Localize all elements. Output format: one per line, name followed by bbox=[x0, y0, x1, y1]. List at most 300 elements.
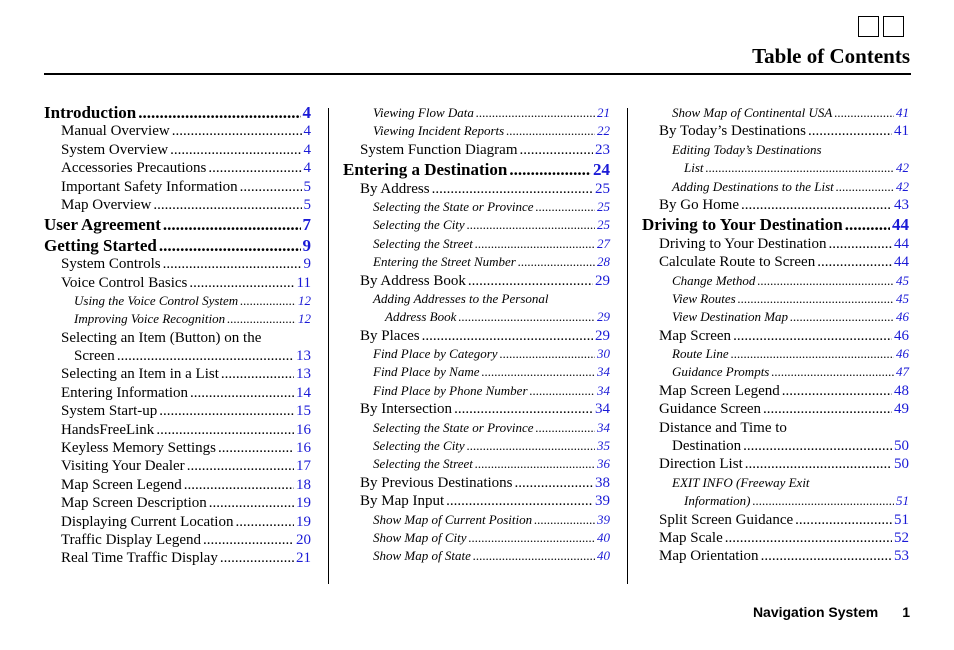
dot-leader bbox=[475, 235, 595, 253]
toc-entry[interactable] bbox=[44, 274, 311, 292]
toc-entry-title: Selecting the City bbox=[373, 438, 465, 454]
toc-entry[interactable] bbox=[44, 549, 311, 567]
toc-entry-page-link[interactable]: 34 bbox=[597, 419, 610, 435]
toc-entry-title: Driving to Your Destination bbox=[659, 235, 827, 252]
toc-entry-title: By Previous Destinations bbox=[360, 474, 513, 491]
toc-entry-page-link[interactable]: 53 bbox=[894, 548, 909, 565]
toc-entry[interactable] bbox=[343, 345, 610, 363]
toc-entry[interactable] bbox=[642, 437, 909, 455]
dot-leader bbox=[221, 365, 294, 383]
toc-entry[interactable] bbox=[343, 547, 610, 565]
toc-entry-title: Traffic Display Legend bbox=[61, 531, 201, 548]
footer-page-number: 1 bbox=[902, 604, 910, 620]
dot-leader bbox=[743, 437, 892, 455]
toc-entry-title: Adding Destinations to the List bbox=[672, 178, 834, 194]
toc-entry-title: Map Overview bbox=[61, 196, 152, 213]
toc-entry-page-link[interactable]: 50 bbox=[894, 438, 909, 455]
toc-entry-page-link[interactable]: 5 bbox=[303, 196, 311, 213]
dot-leader bbox=[763, 400, 892, 418]
toc-entry-title: By Go Home bbox=[659, 196, 739, 213]
toc-entry-page-link[interactable]: 44 bbox=[894, 254, 909, 271]
toc-entry-page-link[interactable]: 29 bbox=[595, 272, 610, 289]
toc-entry-title: Map Scale bbox=[659, 529, 723, 546]
dot-leader bbox=[731, 345, 894, 363]
toc-entry-page-link[interactable]: 4 bbox=[302, 103, 311, 122]
toc-entry-page-link[interactable]: 44 bbox=[892, 215, 909, 235]
toc-entry[interactable] bbox=[642, 178, 909, 196]
toc-entry[interactable] bbox=[642, 253, 909, 271]
toc-entry[interactable] bbox=[44, 216, 311, 234]
dot-leader bbox=[534, 511, 595, 529]
dot-leader bbox=[187, 457, 294, 475]
toc-entry[interactable] bbox=[44, 159, 311, 177]
toc-entry-page-link[interactable]: 34 bbox=[597, 382, 610, 398]
toc-entry[interactable] bbox=[642, 308, 909, 326]
toc-entry-title: Guidance Screen bbox=[659, 401, 762, 418]
dot-leader bbox=[170, 141, 301, 159]
toc-entry-page-link[interactable]: 34 bbox=[597, 364, 610, 380]
toc-entry-title: Split Screen Guidance bbox=[659, 511, 794, 528]
toc-entry[interactable] bbox=[44, 421, 311, 439]
toc-entry-page-link[interactable]: 41 bbox=[896, 105, 909, 120]
toc-entry-page-link[interactable]: 39 bbox=[595, 493, 610, 510]
toc-entry-title: Map Screen Description bbox=[61, 495, 207, 512]
toc-entry-page-link[interactable]: 42 bbox=[896, 178, 909, 194]
toc-entry-page-link[interactable]: 7 bbox=[302, 215, 311, 235]
toc-entry-title: Selecting the State or Province bbox=[373, 419, 534, 435]
toc-entry-page-link[interactable]: 19 bbox=[296, 513, 311, 530]
toc-entry[interactable] bbox=[642, 400, 909, 418]
toc-entry-page-link[interactable]: 34 bbox=[595, 401, 610, 418]
dot-leader bbox=[733, 327, 892, 345]
toc-entry[interactable] bbox=[44, 329, 311, 347]
toc-entry-page-link[interactable]: 47 bbox=[896, 364, 909, 380]
dot-leader bbox=[209, 494, 294, 512]
toc-entry-title: Visiting Your Dealer bbox=[61, 458, 185, 475]
dot-leader bbox=[808, 122, 892, 140]
toc-entry-page-link[interactable]: 51 bbox=[894, 511, 909, 528]
toc-entry-title: View Destination Map bbox=[672, 309, 789, 325]
dot-leader bbox=[500, 345, 595, 363]
toc-entry-title: Improving Voice Recognition bbox=[74, 311, 226, 327]
toc-entry[interactable] bbox=[44, 439, 311, 457]
toc-entry[interactable] bbox=[642, 363, 909, 381]
toc-entry-title: Getting Started bbox=[44, 235, 157, 255]
toc-entry[interactable] bbox=[343, 290, 610, 308]
toc-entry[interactable] bbox=[44, 310, 311, 328]
toc-entry-page-link[interactable]: 12 bbox=[298, 311, 311, 327]
page-footer bbox=[753, 604, 910, 620]
toc-entry-title: Find Place by Category bbox=[373, 346, 498, 362]
toc-entry[interactable] bbox=[642, 419, 909, 437]
toc-entry-page-link[interactable]: 25 bbox=[597, 217, 610, 233]
toc-entry-page-link[interactable]: 16 bbox=[296, 421, 311, 438]
toc-entry-page-link[interactable]: 4 bbox=[303, 141, 311, 158]
next-page-button[interactable] bbox=[883, 16, 904, 37]
toc-entry-title: Entering a Destination bbox=[343, 160, 508, 180]
toc-entry[interactable] bbox=[44, 513, 311, 531]
toc-entry-title: Direction List bbox=[659, 456, 743, 473]
toc-entry-title: Adding Addresses to the Personal bbox=[373, 290, 549, 306]
toc-entry[interactable] bbox=[44, 196, 311, 214]
column-divider bbox=[627, 108, 628, 584]
toc-entry[interactable] bbox=[642, 547, 909, 565]
dot-leader bbox=[757, 272, 894, 290]
toc-entry-page-link[interactable]: 16 bbox=[296, 440, 311, 457]
dot-leader bbox=[752, 492, 894, 510]
toc-entry[interactable] bbox=[343, 327, 610, 345]
toc-entry-page-link[interactable]: 43 bbox=[894, 196, 909, 213]
dot-leader bbox=[153, 196, 301, 214]
dot-leader bbox=[218, 439, 294, 457]
toc-entry-title: By Address Book bbox=[360, 272, 466, 289]
toc-column-1 bbox=[44, 104, 311, 568]
dot-leader bbox=[159, 237, 301, 255]
toc-entry-title: User Agreement bbox=[44, 215, 161, 235]
toc-entry-title: Entering Information bbox=[61, 384, 189, 401]
toc-entry-page-link[interactable]: 45 bbox=[896, 290, 909, 306]
toc-entry-page-link[interactable]: 40 bbox=[597, 529, 610, 545]
toc-entry-page-link[interactable]: 38 bbox=[595, 474, 610, 491]
toc-entry-title: Important Safety Information bbox=[61, 178, 238, 195]
dot-leader bbox=[469, 529, 595, 547]
toc-entry-page-link[interactable]: 46 bbox=[896, 346, 909, 362]
toc-entry-page-link[interactable]: 36 bbox=[597, 456, 610, 472]
toc-entry-page-link[interactable]: 9 bbox=[302, 235, 311, 255]
toc-entry[interactable] bbox=[642, 159, 909, 177]
toc-entry[interactable] bbox=[44, 292, 311, 310]
toc-entry-title: Viewing Incident Reports bbox=[373, 123, 505, 139]
dot-leader bbox=[184, 476, 294, 494]
dot-leader bbox=[506, 122, 595, 140]
dot-leader bbox=[189, 274, 294, 292]
dot-leader bbox=[240, 292, 296, 310]
toc-entry-title: Selecting the State or Province bbox=[373, 198, 534, 214]
dot-leader bbox=[738, 290, 894, 308]
page-nav-buttons bbox=[858, 16, 904, 37]
toc-entry-title: Editing Today’s Destinations bbox=[672, 141, 822, 157]
toc-entry-title: Keyless Memory Settings bbox=[61, 440, 216, 457]
toc-entry[interactable] bbox=[343, 437, 610, 455]
toc-entry-page-link[interactable]: 46 bbox=[896, 309, 909, 325]
toc-entry[interactable] bbox=[642, 196, 909, 214]
toc-entry[interactable] bbox=[642, 474, 909, 492]
toc-entry-title: Show Map of Current Position bbox=[373, 511, 533, 527]
dot-leader bbox=[203, 531, 294, 549]
dot-leader bbox=[536, 198, 595, 216]
toc-entry-page-link[interactable]: 50 bbox=[894, 456, 909, 473]
toc-entry-title: Selecting an Item in a List bbox=[61, 366, 219, 383]
toc-entry-page-link[interactable]: 48 bbox=[894, 382, 909, 399]
previous-page-button[interactable] bbox=[858, 16, 879, 37]
toc-entry-page-link[interactable]: 12 bbox=[298, 292, 311, 308]
toc-entry[interactable] bbox=[343, 104, 610, 122]
toc-entry-page-link[interactable]: 51 bbox=[896, 493, 909, 509]
toc-entry-title: Viewing Flow Data bbox=[373, 105, 474, 120]
toc-entry[interactable] bbox=[642, 492, 909, 510]
toc-entry-title: HandsFreeLink bbox=[61, 421, 155, 438]
dot-leader bbox=[458, 308, 595, 326]
toc-entry[interactable] bbox=[642, 511, 909, 529]
toc-entry-page-link[interactable]: 40 bbox=[597, 548, 610, 564]
toc-entry-page-link[interactable]: 29 bbox=[595, 327, 610, 344]
toc-entry[interactable] bbox=[642, 122, 909, 140]
dot-leader bbox=[836, 178, 894, 196]
toc-entry-page-link[interactable]: 35 bbox=[597, 438, 610, 454]
dot-leader bbox=[220, 549, 294, 567]
dot-leader bbox=[473, 547, 595, 565]
toc-entry[interactable] bbox=[44, 531, 311, 549]
dot-leader bbox=[475, 455, 595, 473]
dot-leader bbox=[422, 327, 593, 345]
toc-entry-title: Selecting the City bbox=[373, 217, 465, 233]
toc-entry-page-link[interactable]: 45 bbox=[896, 272, 909, 288]
toc-entry[interactable] bbox=[642, 327, 909, 345]
toc-entry-title: By Address bbox=[360, 180, 430, 197]
dot-leader bbox=[156, 421, 294, 439]
toc-entry-page-link[interactable]: 39 bbox=[597, 511, 610, 527]
toc-entry[interactable] bbox=[343, 474, 610, 492]
toc-entry-title: Map Orientation bbox=[659, 548, 759, 565]
toc-entry-page-link[interactable]: 30 bbox=[597, 346, 610, 362]
toc-entry[interactable] bbox=[343, 122, 610, 140]
toc-entry-page-link[interactable]: 25 bbox=[597, 198, 610, 214]
toc-entry[interactable] bbox=[343, 511, 610, 529]
toc-entry-title: Manual Overview bbox=[61, 123, 170, 140]
toc-column-2 bbox=[343, 104, 610, 566]
dot-leader bbox=[446, 492, 593, 510]
toc-entry-page-link[interactable]: 5 bbox=[303, 178, 311, 195]
toc-entry-title: Using the Voice Control System bbox=[74, 292, 239, 308]
toc-entry[interactable] bbox=[44, 476, 311, 494]
dot-leader bbox=[468, 272, 593, 290]
column-divider bbox=[328, 108, 329, 584]
dot-leader bbox=[515, 474, 594, 492]
dot-leader bbox=[240, 178, 302, 196]
dot-leader bbox=[829, 235, 892, 253]
dot-leader bbox=[782, 382, 892, 400]
toc-entry-title: System Start-up bbox=[61, 403, 158, 420]
toc-entry-title: Entering the Street Number bbox=[373, 254, 516, 270]
toc-entry-page-link[interactable]: 15 bbox=[296, 403, 311, 420]
toc-entry-title: Voice Control Basics bbox=[61, 274, 188, 291]
toc-entry-page-link[interactable]: 13 bbox=[296, 348, 311, 365]
toc-entry[interactable] bbox=[343, 400, 610, 418]
toc-entry[interactable] bbox=[642, 529, 909, 547]
toc-entry-title: System Overview bbox=[61, 141, 169, 158]
toc-entry[interactable] bbox=[44, 122, 311, 140]
toc-entry[interactable] bbox=[642, 235, 909, 253]
toc-entry[interactable] bbox=[44, 457, 311, 475]
toc-entry[interactable] bbox=[642, 141, 909, 159]
dot-leader bbox=[454, 400, 593, 418]
toc-entry-title: Selecting an Item (Button) on the bbox=[61, 329, 262, 346]
dot-leader bbox=[509, 161, 591, 179]
toc-entry-title: Show Map of City bbox=[373, 529, 467, 545]
toc-entry-page-link[interactable]: 27 bbox=[597, 235, 610, 251]
toc-entry[interactable] bbox=[343, 492, 610, 510]
dot-leader bbox=[172, 122, 302, 140]
dot-leader bbox=[159, 402, 294, 420]
toc-entry[interactable] bbox=[343, 198, 610, 216]
toc-entry[interactable] bbox=[343, 180, 610, 198]
toc-entry[interactable] bbox=[642, 382, 909, 400]
toc-entry-title: Change Method bbox=[672, 272, 756, 288]
toc-entry-title: Distance and Time to bbox=[659, 419, 787, 436]
toc-entry[interactable] bbox=[44, 347, 311, 365]
toc-entry-title: Accessories Precautions bbox=[61, 160, 207, 177]
dot-leader bbox=[817, 253, 892, 271]
toc-entry[interactable] bbox=[343, 216, 610, 234]
toc-entry[interactable] bbox=[642, 104, 909, 122]
toc-column-3 bbox=[642, 104, 909, 566]
toc-entry-page-link[interactable]: 23 bbox=[595, 141, 610, 158]
dot-leader bbox=[482, 363, 596, 381]
toc-entry-page-link[interactable]: 14 bbox=[296, 384, 311, 401]
dot-leader bbox=[845, 216, 890, 234]
dot-leader bbox=[208, 159, 301, 177]
toc-entry[interactable] bbox=[343, 235, 610, 253]
toc-entry[interactable] bbox=[343, 455, 610, 473]
toc-entry[interactable] bbox=[44, 178, 311, 196]
toc-entry-title: Find Place by Phone Number bbox=[373, 382, 528, 398]
toc-entry-title: By Intersection bbox=[360, 401, 453, 418]
toc-entry-title: Route Line bbox=[672, 346, 729, 362]
toc-entry[interactable] bbox=[343, 529, 610, 547]
page-title: Table of Contents bbox=[752, 44, 910, 68]
toc-entry[interactable] bbox=[44, 255, 311, 273]
toc-entry[interactable] bbox=[343, 308, 610, 326]
toc-entry-page-link[interactable]: 44 bbox=[894, 235, 909, 252]
dot-leader bbox=[227, 310, 296, 328]
toc-entry[interactable] bbox=[343, 272, 610, 290]
dot-leader bbox=[790, 308, 894, 326]
toc-entry-title: System Controls bbox=[61, 256, 161, 273]
dot-leader bbox=[163, 216, 301, 234]
toc-entry-title: System Function Diagram bbox=[360, 141, 518, 158]
dot-leader bbox=[476, 104, 595, 122]
toc-entry[interactable] bbox=[642, 455, 909, 473]
title-rule bbox=[44, 73, 911, 75]
toc-entry-title: Calculate Route to Screen bbox=[659, 254, 816, 271]
toc-entry-title: Map Screen Legend bbox=[659, 382, 780, 399]
toc-entry[interactable] bbox=[642, 345, 909, 363]
toc-entry-page-link[interactable]: 18 bbox=[296, 476, 311, 493]
toc-entry-page-link[interactable]: 29 bbox=[597, 309, 610, 325]
dot-leader bbox=[138, 104, 300, 122]
toc-entry-title: Address Book bbox=[385, 309, 457, 325]
toc-entry[interactable] bbox=[343, 253, 610, 271]
dot-leader bbox=[536, 419, 595, 437]
dot-leader bbox=[190, 384, 294, 402]
toc-entry-title: Real Time Traffic Display bbox=[61, 550, 218, 567]
toc-entry-page-link[interactable]: 25 bbox=[595, 180, 610, 197]
toc-entry-page-link[interactable]: 28 bbox=[597, 254, 610, 270]
toc-entry-title: Show Map of Continental USA bbox=[672, 105, 833, 120]
toc-entry-page-link[interactable]: 19 bbox=[296, 495, 311, 512]
dot-leader bbox=[795, 511, 892, 529]
toc-entry-title: By Today’s Destinations bbox=[659, 123, 807, 140]
toc-entry[interactable] bbox=[44, 141, 311, 159]
toc-entry-page-link[interactable]: 46 bbox=[894, 327, 909, 344]
toc-entry-title: Introduction bbox=[44, 103, 137, 122]
footer-section-title: Navigation System bbox=[752, 604, 879, 620]
toc-entry[interactable] bbox=[343, 161, 610, 179]
dot-leader bbox=[467, 437, 595, 455]
toc-entry-page-link[interactable]: 21 bbox=[296, 550, 311, 567]
toc-entry-title: Screen bbox=[74, 348, 115, 365]
dot-leader bbox=[761, 547, 892, 565]
toc-entry-page-link[interactable]: 41 bbox=[894, 123, 909, 140]
dot-leader bbox=[745, 455, 892, 473]
toc-entry-page-link[interactable]: 13 bbox=[296, 366, 311, 383]
dot-leader bbox=[771, 363, 894, 381]
toc-entry[interactable] bbox=[44, 384, 311, 402]
toc-entry[interactable] bbox=[343, 363, 610, 381]
toc-entry[interactable] bbox=[44, 402, 311, 420]
dot-leader bbox=[518, 253, 595, 271]
toc-entry-page-link[interactable]: 22 bbox=[597, 123, 610, 139]
toc-entry[interactable] bbox=[44, 365, 311, 383]
toc-entry-title: List bbox=[684, 160, 704, 176]
toc-entry-title: Driving to Your Destination bbox=[642, 215, 843, 235]
toc-entry-title: Selecting the Street bbox=[373, 456, 473, 472]
dot-leader bbox=[725, 529, 892, 547]
toc-entry[interactable] bbox=[343, 141, 610, 159]
toc-entry-page-link[interactable]: 4 bbox=[303, 123, 311, 140]
dot-leader bbox=[432, 180, 593, 198]
toc-entry-title: Map Screen Legend bbox=[61, 476, 182, 493]
dot-leader bbox=[520, 141, 594, 159]
toc-entry-title: Show Map of State bbox=[373, 548, 471, 564]
dot-leader bbox=[235, 513, 294, 531]
toc-entry-title: Destination bbox=[672, 438, 742, 455]
dot-leader bbox=[530, 382, 595, 400]
dot-leader bbox=[834, 104, 894, 122]
toc-entry-page-link[interactable]: 24 bbox=[593, 160, 610, 180]
toc-entry-page-link[interactable]: 9 bbox=[303, 256, 311, 273]
toc-entry-page-link[interactable]: 42 bbox=[896, 160, 909, 176]
toc-entry-page-link[interactable]: 21 bbox=[597, 105, 610, 120]
toc-entry-page-link[interactable]: 4 bbox=[303, 160, 311, 177]
toc-entry[interactable] bbox=[44, 494, 311, 512]
dot-leader bbox=[163, 255, 302, 273]
toc-entry[interactable] bbox=[343, 419, 610, 437]
toc-entry-title: Map Screen bbox=[659, 327, 732, 344]
dot-leader bbox=[467, 216, 595, 234]
toc-entry-page-link[interactable]: 52 bbox=[894, 529, 909, 546]
toc-entry-page-link[interactable]: 11 bbox=[296, 274, 311, 291]
toc-entry-title: By Map Input bbox=[360, 493, 445, 510]
dot-leader bbox=[706, 159, 894, 177]
toc-entry-title: Information) bbox=[684, 493, 751, 509]
toc-entry[interactable] bbox=[642, 272, 909, 290]
toc-entry-title: Guidance Prompts bbox=[672, 364, 770, 380]
toc-entry-page-link[interactable]: 49 bbox=[894, 401, 909, 418]
toc-entry[interactable] bbox=[642, 216, 909, 234]
toc-entry-page-link[interactable]: 17 bbox=[296, 458, 311, 475]
dot-leader bbox=[117, 347, 294, 365]
toc-entry[interactable] bbox=[642, 290, 909, 308]
dot-leader bbox=[741, 196, 892, 214]
toc-entry-title: Selecting the Street bbox=[373, 235, 473, 251]
toc-entry[interactable] bbox=[44, 104, 311, 122]
toc-entry-title: By Places bbox=[360, 327, 420, 344]
toc-entry[interactable] bbox=[343, 382, 610, 400]
toc-entry[interactable] bbox=[44, 237, 311, 255]
toc-entry-page-link[interactable]: 20 bbox=[296, 531, 311, 548]
toc-entry-title: Find Place by Name bbox=[373, 364, 480, 380]
